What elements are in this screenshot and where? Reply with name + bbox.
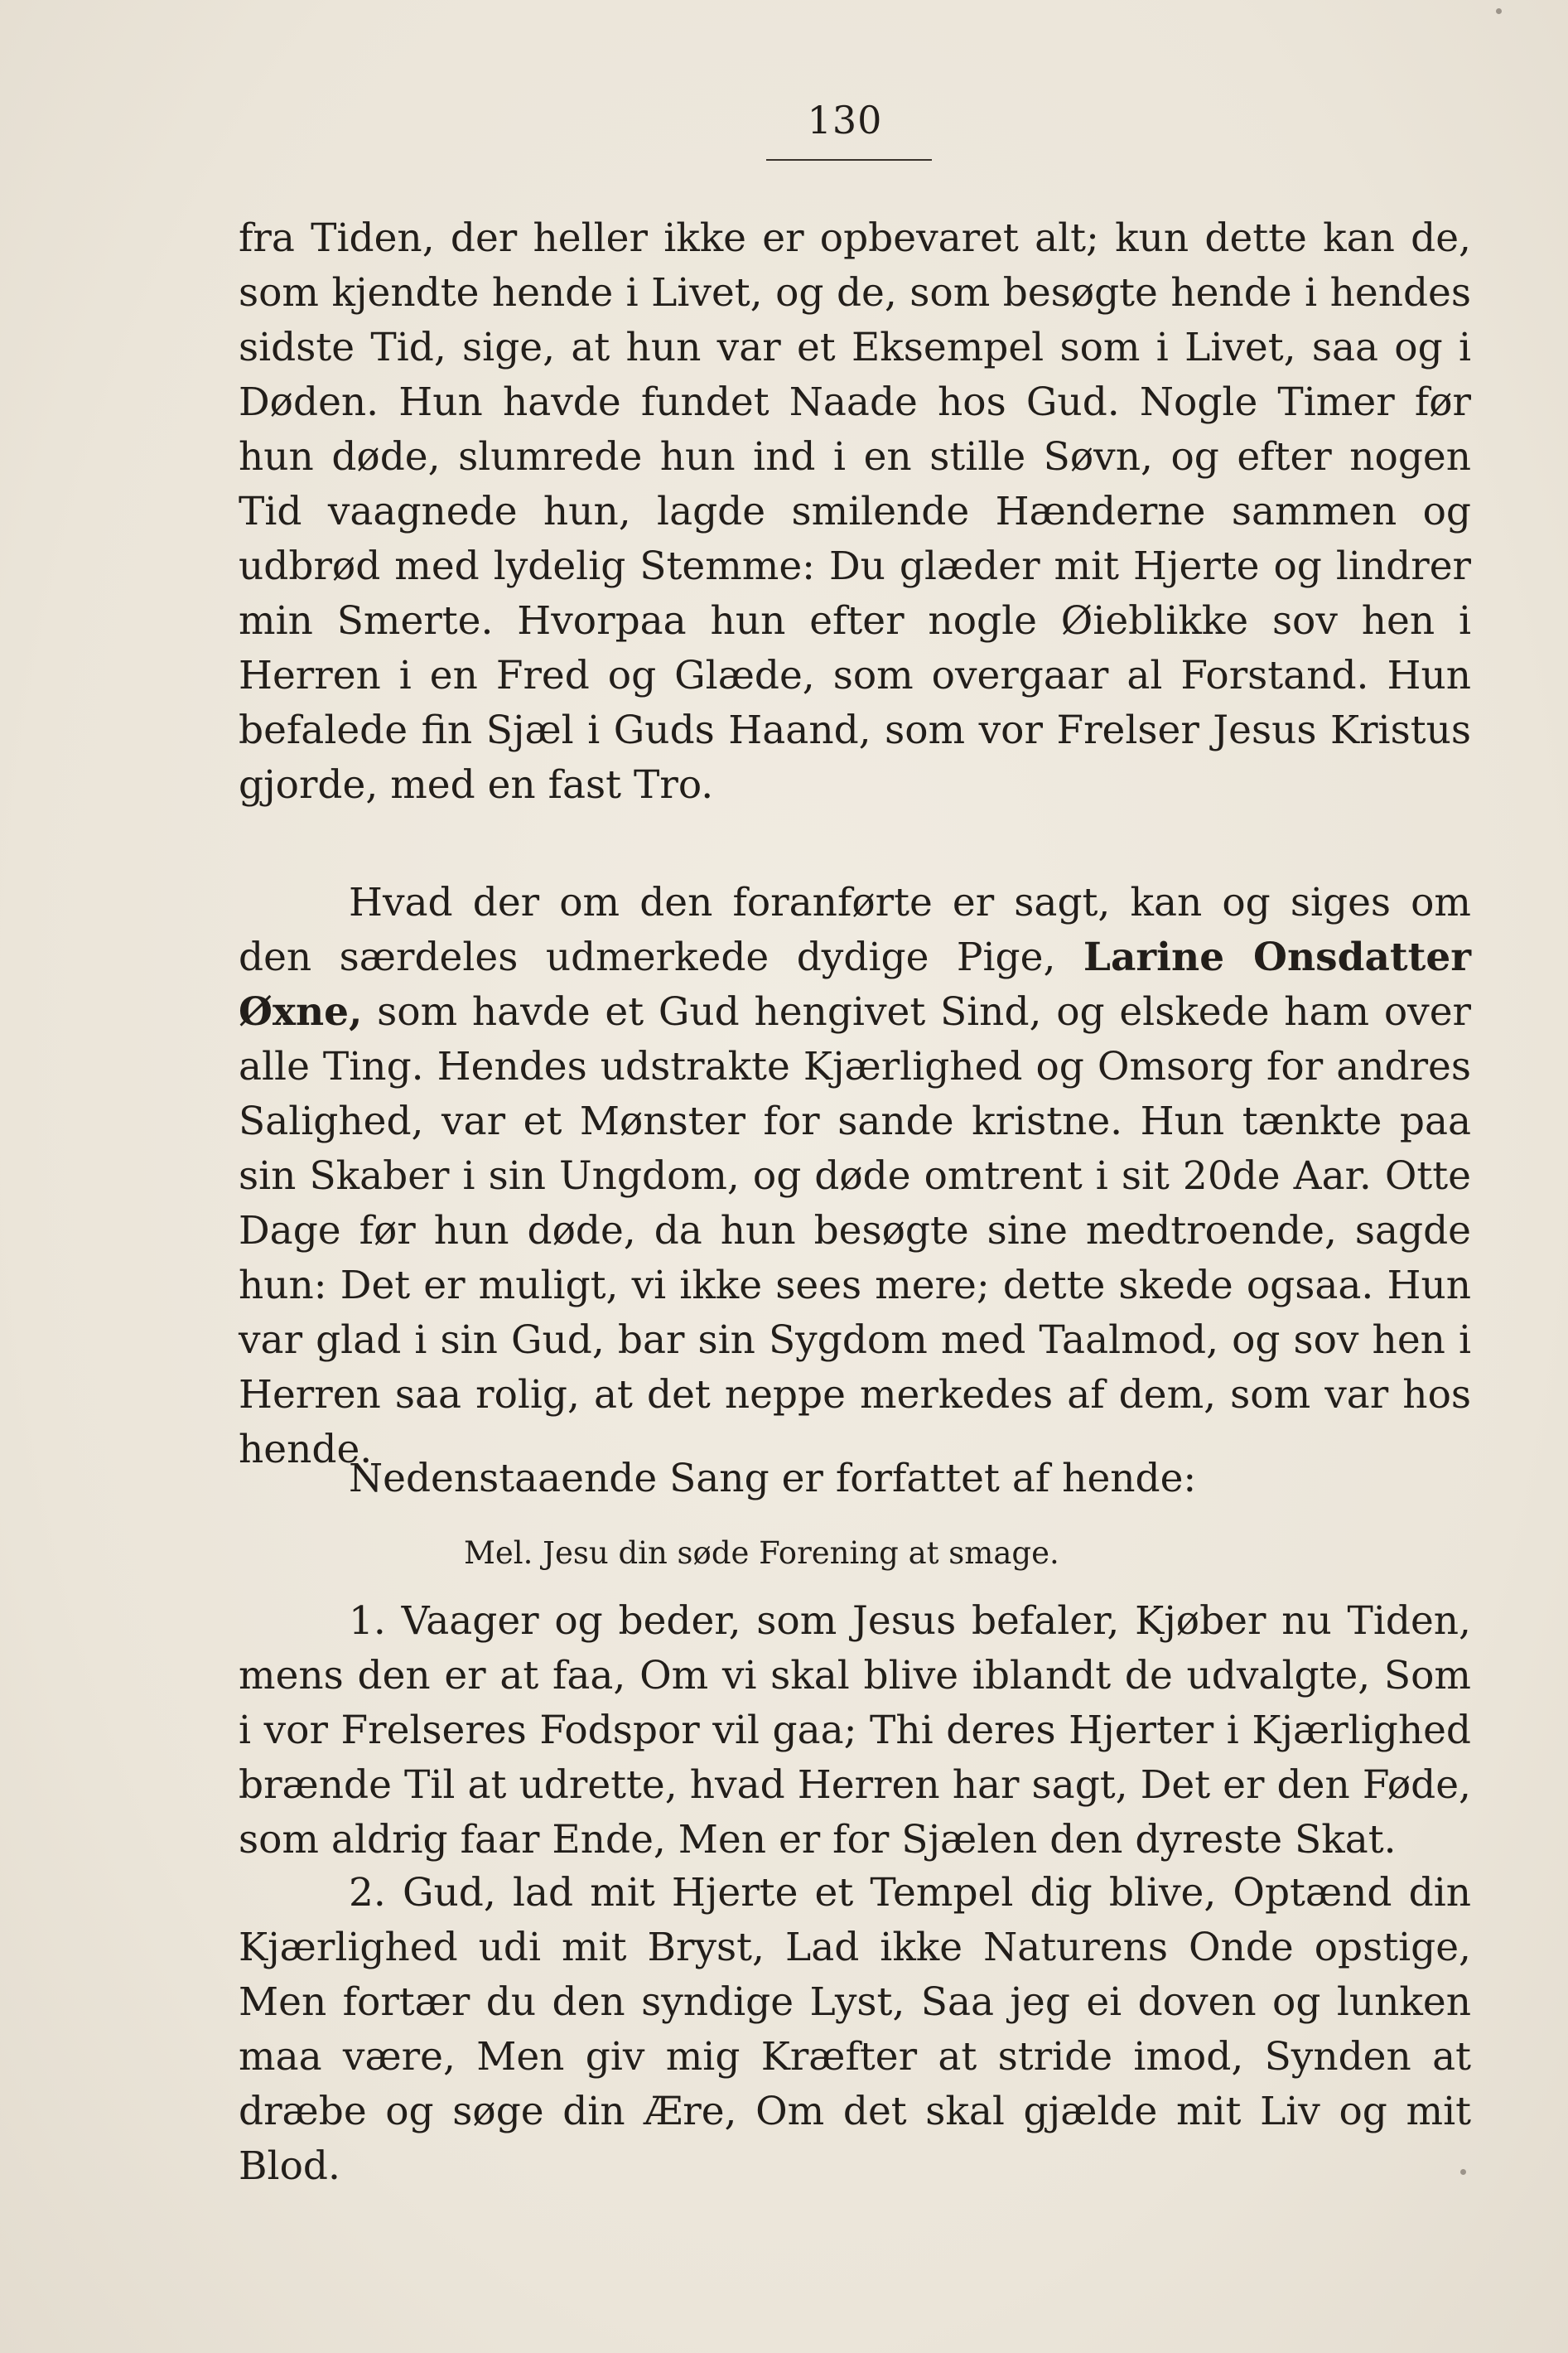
header-rule: [766, 159, 932, 161]
paragraph-2-after-name: som havde et Gud hengivet Sind, og elskede ham over alle Ting. Hendes udstrakte Kjærlighed og Omsorg for andres Salighed, var et Mønster for sande kristne. Hun tænkte paa sin Skaber i sin Ungdom, og døde omtrent i sit 20de Aar. Otte Dage før hun døde, da hun besøgte sine medtroende, sagde hun: Det er muligt, vi ikke sees mere; dette skede ogsaa. Hun var glad i sin Gud, bar sin Sygdom med Taalmod, og sov hen i Herren saa rolig, at det neppe merkedes af dem, som var hos hende.: [239, 989, 1471, 1472]
verse-1: 1. Vaager og beder, som Jesus befaler, Kjøber nu Tiden, mens den er at faa, Om vi skal blive iblandt de udvalgte, Som i vor Frelseres Fodspor vil gaa; Thi deres Hjerter i Kjærlighed brænde Til at udrette, hvad Herren har sagt, Det er den Føde, som aldrig faar Ende, Men er for Sjælen den dyreste Skat.: [239, 1598, 1471, 1863]
page-number: 130: [807, 98, 883, 143]
person-name: Larine Onsdatter Øxne,: [239, 935, 1472, 1035]
paragraph-2-before-name: Hvad der om den foranførte er sagt, kan og siges om den særdeles udmerkede dydige Pige,: [239, 880, 1471, 980]
paragraph-2: [239, 876, 1471, 1477]
verse-2: 2. Gud, lad mit Hjerte et Tempel dig blive, Optænd din Kjærlighed udi mit Bryst, Lad ikke Naturens Onde opstige, Men fortær du den syndige Lyst, Saa jeg ei doven og lunken maa være, Men giv mig Kræfter at stride imod, Synden at dræbe og søge din Ære, Om det skal gjælde mit Liv og mit Blod.: [239, 1870, 1471, 2189]
paper-speck: [1460, 2169, 1466, 2175]
paper-speck: [1496, 8, 1502, 14]
paragraph-1: fra Tiden, der heller ikke er opbevaret alt; kun dette kan de, som kjendte hende i Livet, og de, som besøgte hende i hendes sidste Tid, sige, at hun var et Eksempel som i Livet, saa og i Døden. Hun havde fundet Naade hos Gud. Nogle Timer før hun døde, slumrede hun ind i en stille Søvn, og efter nogen Tid vaagnede hun, lagde smilende Hænderne sammen og udbrød med lydelig Stemme: Du glæder mit Hjerte og lindrer min Smerte. Hvorpaa hun efter nogle Øieblikke sov hen i Herren i en Fred og Glæde, som overgaar al Forstand. Hun befalede fin Sjæl i Guds Haand, som vor Frelser Jesus Kristus gjorde, med en fast Tro.: [239, 215, 1471, 808]
paragraph-3: Nedenstaaende Sang er forfattet af hende:: [349, 1456, 1197, 1501]
melody-line: Mel. Jesu din søde Forening at smage.: [464, 1535, 1059, 1571]
